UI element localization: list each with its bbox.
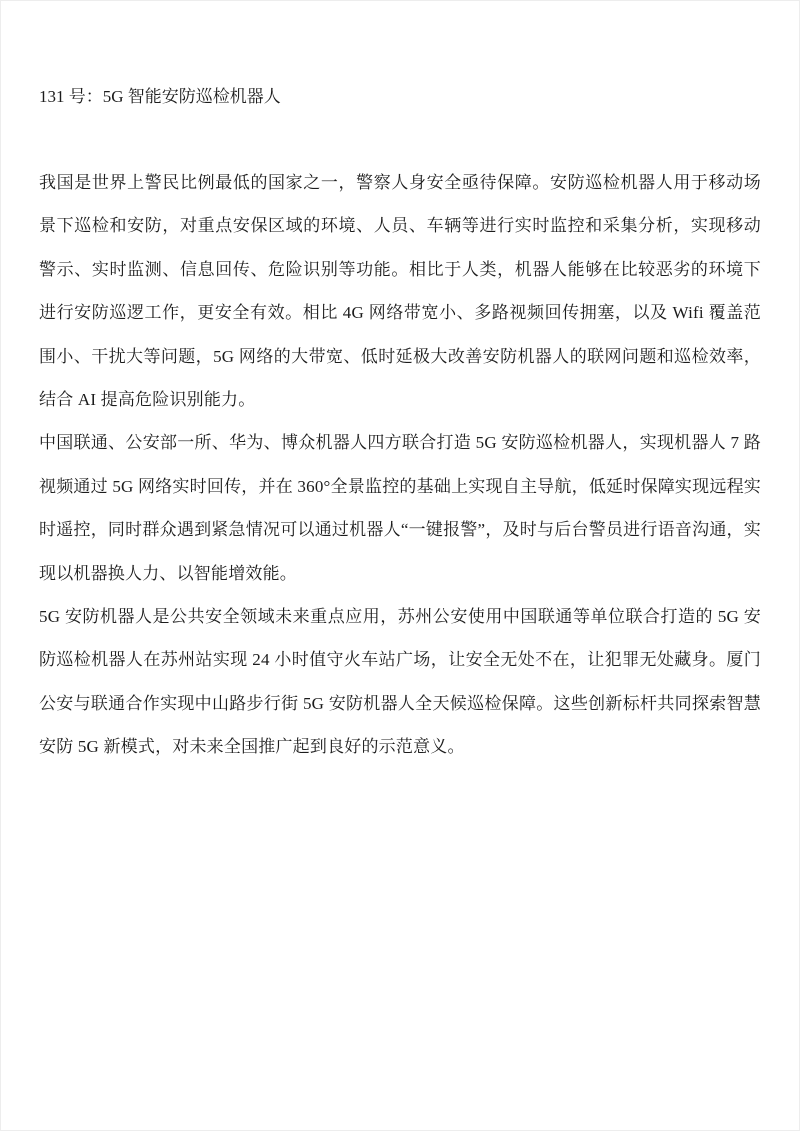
paragraph-deployment: 5G 安防机器人是公共安全领域未来重点应用，苏州公安使用中国联通等单位联合打造的 5G 安防巡检机器人在苏州站实现 24 小时值守火车站广场，让安全无处不在，让犯罪无处藏身。厦门公安与联通合作实现中山路步行街 5G 安防机器人全天候巡检保障。这些创新标杆共同探索智慧安防 5G 新模式，对未来全国推广起到良好的示范意义。 bbox=[39, 607, 761, 757]
document-title: 131 号：5G 智能安防巡检机器人 bbox=[39, 87, 281, 106]
paragraph-intro: 我国是世界上警民比例最低的国家之一，警察人身安全亟待保障。安防巡检机器人用于移动场景下巡检和安防，对重点安保区域的环境、人员、车辆等进行实时监控和采集分析，实现移动警示、实时监测、信息回传、危险识别等功能。相比于人类，机器人能够在比较恶劣的环境下进行安防巡逻工作，更安全有效。相比 4G 网络带宽小、多路视频回传拥塞，以及 Wifi 覆盖范围小、干扰大等问题，5G 网络的大带宽、低时延极大改善安防机器人的联网问题和巡检效率，结合 AI 提高危险识别能力。 bbox=[39, 173, 761, 410]
document-body bbox=[39, 161, 761, 769]
title-body-spacer bbox=[39, 118, 761, 161]
paragraph-solution: 中国联通、公安部一所、华为、博众机器人四方联合打造 5G 安防巡检机器人，实现机器人 7 路视频通过 5G 网络实时回传，并在 360°全景监控的基础上实现自主导航，低延时保障实现远程实时遥控，同时群众遇到紧急情况可以通过机器人“一键报警”，及时与后台警员进行语音沟通，实现以机器换人力、以智能增效能。 bbox=[39, 433, 761, 583]
